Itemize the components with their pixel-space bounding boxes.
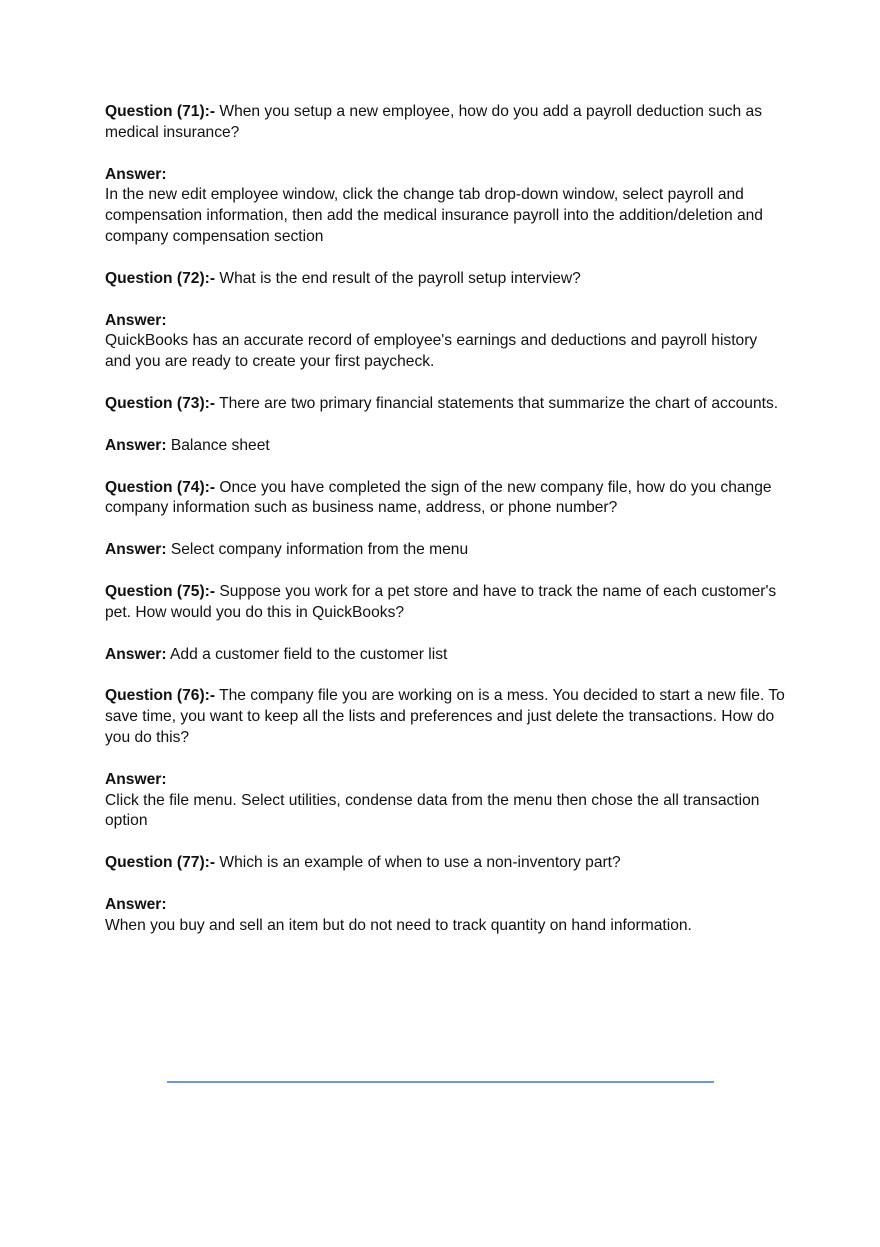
question (105, 686, 785, 748)
question-text: When you setup a new employee, how do you add a payroll deduction such as medical insurance? (105, 103, 763, 141)
answer-label: Answer: (105, 645, 167, 663)
qa-item-71 (105, 102, 785, 248)
question-text: Once you have completed the sign of the new company file, how do you change company information such as business name, address, or phone number? (105, 478, 772, 517)
question-text: Which is an example of when to use a non-inventory part? (215, 854, 621, 872)
question-label: Question (72):- (105, 269, 216, 287)
question-label: Question (73):- (105, 394, 216, 412)
answer-text: Balance sheet (166, 436, 270, 454)
question (105, 478, 785, 520)
qa-item-74 (105, 478, 785, 561)
answer-label: Answer: (105, 165, 167, 183)
answer-text: Add a customer field to the customer list (166, 645, 448, 663)
footer-divider (167, 1081, 714, 1083)
answer (105, 540, 785, 561)
qa-item-72 (105, 269, 785, 373)
answer-label: Answer: (105, 770, 167, 788)
qa-item-75 (105, 582, 785, 665)
answer-label: Answer: (105, 541, 167, 559)
question (105, 269, 785, 290)
answer-label-line (105, 895, 785, 916)
question-text: There are two primary financial statements that summarize the chart of accounts. (215, 394, 779, 412)
answer-text: In the new edit employee window, click the change tab drop-down window, select payroll and compensation information, then add the medical insurance payroll into the addition/deletion and company compensation section (105, 186, 763, 245)
question (105, 582, 785, 624)
qa-item-77 (105, 853, 785, 936)
answer-label-line (105, 311, 785, 332)
answer-label: Answer: (105, 895, 167, 913)
question (105, 394, 785, 415)
question (105, 853, 785, 874)
question-label: Question (76):- (105, 687, 216, 705)
answer-label-line (105, 770, 785, 791)
question-text: The company file you are working on is a mess. You decided to start a new file. To save time, you want to keep all the lists and preferences and just delete the transactions. How do you do this? (105, 687, 785, 746)
answer (105, 436, 785, 457)
answer-text: Select company information from the menu (166, 541, 469, 559)
answer-label: Answer: (105, 311, 167, 329)
question-label: Question (77):- (105, 854, 216, 872)
answer-label-line (105, 165, 785, 186)
question-label: Question (74):- (105, 478, 216, 496)
answer-text: When you buy and sell an item but do not need to track quantity on hand information. (105, 916, 692, 934)
question-text: What is the end result of the payroll setup interview? (215, 269, 581, 287)
question-label: Question (71):- (105, 103, 216, 120)
answer-text: QuickBooks has an accurate record of employee's earnings and deductions and payroll history and you are ready to create your first paycheck. (105, 332, 758, 371)
question-text: Suppose you work for a pet store and have to track the name of each customer's pet. How would you do this in QuickBooks? (105, 582, 777, 621)
answer-label: Answer: (105, 436, 167, 454)
document-body (105, 102, 785, 958)
qa-item-76 (105, 686, 785, 832)
answer (105, 645, 785, 666)
answer-text: Click the file menu. Select utilities, condense data from the menu then chose the all transaction option (105, 791, 760, 830)
question-label: Question (75):- (105, 582, 216, 600)
question (105, 102, 785, 144)
qa-item-73 (105, 394, 785, 457)
